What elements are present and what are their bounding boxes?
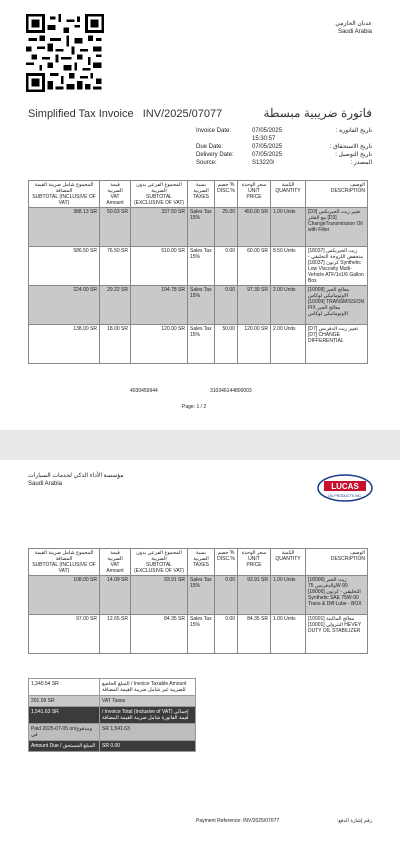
- cell-vat: 29.22 SR: [100, 286, 131, 325]
- cell-total: 108.00 SR: [29, 576, 100, 615]
- cell-tax: Sales Tax 15%: [188, 576, 215, 615]
- seller-country-2: Saudi Arabia: [28, 481, 63, 487]
- table-row: [29, 286, 368, 325]
- cell-vat: 18.00 SR: [100, 325, 131, 364]
- invoice-title-ar: فاتورة ضريبية مبسطة: [263, 106, 372, 120]
- col-qty: الكمية QUANTITY: [271, 181, 306, 208]
- items-table-page-2: [28, 548, 368, 654]
- cell-price: 450.00 SR: [238, 208, 271, 247]
- cell-desc: [18037] زيت الجيربكس منخفض اللزوجة التخليقي - كرتون [18037] Synthetic Low Viscosity Multi-Vehicle ATF/1x1/6 Gallon Box: [306, 247, 368, 286]
- meta-label-en: Delivery Date:: [196, 152, 234, 158]
- totals-label: إجمالي (Invoice Total (Inclusive of VAT / قيمة الفاتورة شامل ضريبة القيمة المضافة: [102, 709, 189, 721]
- qr-code-icon: [26, 14, 104, 92]
- col-subtotal-2: المجموع الفرعي بدون الضريبة SUBTOTAL (EXCLUSIVE OF VAT): [131, 549, 188, 576]
- cell-sub: 93.91 SR: [131, 576, 188, 615]
- table-row: [29, 325, 368, 364]
- totals-row: [28, 707, 196, 724]
- meta-row: [196, 151, 372, 159]
- meta-value: 15:30:57: [252, 136, 276, 142]
- cell-sub: 120.00 SR: [131, 325, 188, 364]
- col-vat: قيمة الضريبة VAT Amount: [100, 181, 131, 208]
- col-disc-2: خصم % DISC.%: [215, 549, 238, 576]
- totals-value: 201.09 SR: [29, 696, 100, 706]
- totals-label: VAT Taxes: [102, 698, 126, 704]
- cell-tax: Sales Tax 15%: [188, 615, 215, 654]
- cell-vat: 12.65 SR: [100, 615, 131, 654]
- cell-qty: 1.00 Units: [271, 576, 306, 615]
- cell-tax: Sales Tax 15%: [188, 325, 215, 364]
- cell-disc: 0.00: [215, 247, 238, 286]
- totals-label: 0.00 SR: [102, 743, 121, 749]
- logo-text: LUCAS: [331, 482, 359, 491]
- meta-label-ar: تاريخ التوصيل :: [335, 152, 372, 158]
- totals-row: [28, 696, 196, 707]
- col-desc-2: الوصف DESCRIPTION: [306, 549, 368, 576]
- cell-price: 84.35 SR: [238, 615, 271, 654]
- invoice-meta: [196, 127, 372, 167]
- seller-name-2: مؤسسة الأداء الذكي لخدمات السيارات: [28, 473, 124, 479]
- meta-row: [196, 143, 372, 151]
- totals-value: Paid 2025-07-05 on/ومدفوع في: [29, 724, 100, 740]
- col-price-2: سعر الوحدة UNIT PRICE: [238, 549, 271, 576]
- meta-label-en: Due Date:: [196, 144, 224, 150]
- col-total: المجموع شامل ضريبة القيمة المضافة SUBTOTAL (INCLUSIVE OF VAT): [29, 181, 100, 208]
- cell-vat: 14.09 SR: [100, 576, 131, 615]
- seller-country: Saudi Arabia: [337, 29, 372, 35]
- vat-number-left: 4030459944: [130, 388, 158, 394]
- table-row: [29, 208, 368, 247]
- meta-label-en: [196, 135, 252, 143]
- totals-value: 1,340.54 SR: [29, 679, 100, 695]
- col-desc: الوصف DESCRIPTION: [306, 181, 368, 208]
- cell-price: 120.00 SR: [238, 325, 271, 364]
- meta-row: [196, 159, 372, 167]
- logo-subtext: OIL PRODUCTS INC.: [327, 494, 363, 498]
- cell-qty: 1.00 Units: [271, 208, 306, 247]
- cell-disc: 25.00: [215, 208, 238, 247]
- cell-qty: 2.00 Units: [271, 325, 306, 364]
- cell-qty: 2.00 Units: [271, 286, 306, 325]
- cell-desc: [10001] معالج الماكينة البترولي [10001] HEVEY DUTY OIL STABILIZER: [306, 615, 368, 654]
- cell-desc: [D3] تغيير زيت الجيربكس مع الفلتر [D3] ChangeTransmission Oil with Filter: [306, 208, 368, 247]
- meta-label-ar: [312, 135, 372, 143]
- totals-row: [28, 724, 196, 741]
- payment-reference: Payment Reference: INV/2025/07077: [196, 818, 280, 824]
- totals-box: [28, 678, 196, 752]
- cell-total: 224.00 SR: [29, 286, 100, 325]
- payment-reference-value: INV/2025/07077: [242, 818, 280, 824]
- meta-value: 07/05/2025: [252, 128, 283, 134]
- cell-tax: Sales Tax 15%: [188, 247, 215, 286]
- invoice-page-2: [0, 460, 400, 867]
- cell-tax: Sales Tax 15%: [188, 208, 215, 247]
- meta-label-ar: تاريخ الفاتورة :: [335, 128, 372, 134]
- table-row: [29, 247, 368, 286]
- meta-label-en: Source:: [196, 160, 217, 166]
- totals-row: [28, 678, 196, 696]
- cell-desc: [D7] تغيير زيت الدفرنس [D7] CHANGE DIFFERENTIAL: [306, 325, 368, 364]
- cell-disc: 0.00: [215, 576, 238, 615]
- totals-row: [28, 741, 196, 752]
- col-taxes-2: نسبة الضريبة TAXES: [188, 549, 215, 576]
- cell-sub: 337.50 SR: [131, 208, 188, 247]
- cell-total: 586.50 SR: [29, 247, 100, 286]
- col-qty-2: الكمية QUANTITY: [271, 549, 306, 576]
- meta-value: 07/05/2025: [252, 144, 283, 150]
- cell-disc: 50.00: [215, 325, 238, 364]
- col-vat-2: قيمة الضريبة VAT Amount: [100, 549, 131, 576]
- col-disc: خصم % DISC.%: [215, 181, 238, 208]
- meta-label-ar: المصدر :: [350, 160, 372, 166]
- meta-value: 07/05/2025: [252, 152, 283, 158]
- invoice-title-en: Simplified Tax Invoice INV/2025/07077: [28, 108, 223, 120]
- totals-value: 1,541.63 SR: [29, 707, 100, 723]
- meta-row: [196, 127, 372, 135]
- invoice-page-1: [0, 0, 400, 430]
- cell-vat: 50.63 SR: [100, 208, 131, 247]
- meta-row: [196, 135, 372, 143]
- totals-label: Invoice Taxable Amount / المبلغ الخاضع للضريبة غير شامل ضريبة القيمة المضافة: [102, 681, 187, 693]
- meta-value: S13220/: [252, 160, 275, 166]
- cell-total: 138.00 SR: [29, 325, 100, 364]
- cell-sub: 84.35 SR: [131, 615, 188, 654]
- cell-price: 60.00 SR: [238, 247, 271, 286]
- invoice-number: INV/2025/07077: [142, 108, 223, 120]
- table-row: [29, 576, 368, 615]
- meta-label-en: Invoice Date:: [196, 128, 232, 134]
- cell-total: 97.00 SR: [29, 615, 100, 654]
- cell-price: 93.91 SR: [238, 576, 271, 615]
- cell-sub: 510.00 SR: [131, 247, 188, 286]
- col-subtotal: المجموع الفرعي بدون الضريبة SUBTOTAL (EXCLUSIVE OF VAT): [131, 181, 188, 208]
- table-row: [29, 615, 368, 654]
- cell-desc: [18006] زيت الجير والدفرنس 75W-90 التخليقي - كرتون [18006] Synthetic SAE 75W-90 Trans & Diff Lube - BOX: [306, 576, 368, 615]
- cell-sub: 194.78 SR: [131, 286, 188, 325]
- totals-value: Amount Due / المبلغ المستحق: [29, 741, 100, 751]
- totals-label: 1,541.63 SR: [102, 726, 130, 732]
- payment-reference-ar: رقم إشارة الدفع:: [336, 818, 372, 824]
- col-total-2: المجموع شامل ضريبة القيمة المضافة SUBTOTAL (INCLUSIVE OF VAT): [29, 549, 100, 576]
- cell-disc: 0.00: [215, 286, 238, 325]
- vat-number-right: 310346144800003: [210, 388, 252, 394]
- cell-price: 97.39 SR: [238, 286, 271, 325]
- lucas-logo-icon: [316, 472, 374, 504]
- cell-disc: 0.00: [215, 615, 238, 654]
- cell-total: 388.13 SR: [29, 208, 100, 247]
- col-taxes: نسبة الضريبة TAXES: [188, 181, 215, 208]
- cell-qty: 1.00 Units: [271, 615, 306, 654]
- cell-qty: 8.50 Units: [271, 247, 306, 286]
- items-table-page-1: [28, 180, 368, 364]
- col-price: سعر الوحدة UNIT PRICE: [238, 181, 271, 208]
- seller-name: عدنان الحازمي: [335, 21, 372, 27]
- cell-desc: [10009] معالج الجير الاوتوماتيكي لوكاس [10009] TRANSMISSION FIX معالج الجير الاوتوماتيكي لوكاس: [306, 286, 368, 325]
- meta-label-ar: تاريخ الاستحقاق :: [329, 144, 372, 150]
- cell-tax: Sales Tax 15%: [188, 286, 215, 325]
- cell-vat: 76.50 SR: [100, 247, 131, 286]
- page-number: Page: 1 / 2: [182, 404, 207, 410]
